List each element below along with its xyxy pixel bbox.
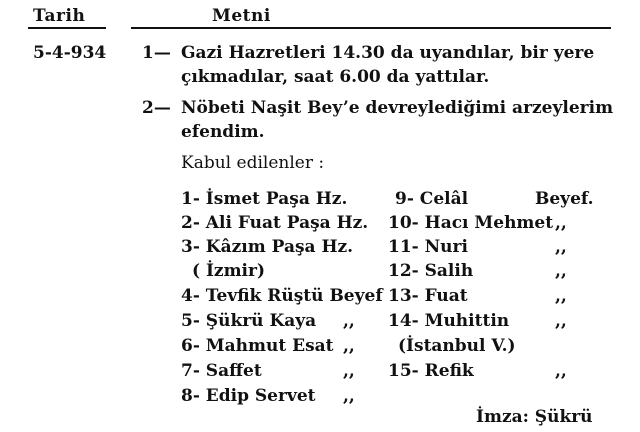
right-list-item: 10- Hacı Mehmet (388, 213, 554, 233)
item-2-number: 2— (142, 98, 171, 118)
ditto-mark: ,, (343, 311, 355, 331)
left-list-item: 4- Tevfik Rüştü Beyef (181, 286, 383, 306)
right-list-item: (İstanbul V.) (398, 336, 516, 356)
ditto-mark: ,, (555, 237, 567, 257)
right-list-item: 11- Nuri (388, 237, 468, 257)
left-list-item: 7- Saffet (181, 361, 262, 381)
entry-date: 5-4-934 (33, 43, 107, 63)
ditto-mark: ,, (555, 311, 567, 331)
item-1-line-1: Gazi Hazretleri 14.30 da uyandılar, bir yere (181, 43, 595, 63)
ditto-mark: ,, (555, 261, 567, 281)
item-2-line-2: efendim. (181, 122, 265, 142)
item-1-line-2: çıkmadılar, saat 6.00 da yattılar. (181, 67, 490, 87)
left-list-item: 2- Ali Fuat Paşa Hz. (181, 213, 369, 233)
column-header-text: Metni (212, 6, 271, 26)
right-list-item: 12- Salih (388, 261, 474, 281)
ditto-mark: ,, (343, 336, 355, 356)
right-list-item: 13- Fuat (388, 286, 468, 306)
ditto-mark: ,, (555, 213, 567, 233)
column-header-date: Tarih (33, 6, 86, 26)
left-list-item: 5- Şükrü Kaya (181, 311, 317, 331)
ditto-mark: ,, (555, 286, 567, 306)
right-list-item: 15- Refik (388, 361, 474, 381)
ditto-mark: ,, (343, 361, 355, 381)
right-list-item: 9- Celâl (395, 189, 469, 209)
left-list-item: 3- Kâzım Paşa Hz. (181, 237, 354, 257)
left-list-item: 6- Mahmut Esat (181, 336, 334, 356)
accepted-title: Kabul edilenler : (181, 153, 325, 173)
left-list-item: 1- İsmet Paşa Hz. (181, 189, 348, 209)
left-list-item: ( İzmir) (192, 261, 266, 281)
ditto-mark: ,, (343, 386, 355, 406)
item-2-line-1: Nöbeti Naşit Bey’e devreylediğimi arzeylerim (181, 98, 614, 118)
signature: İmza: Şükrü (476, 407, 593, 427)
header-rule-left (28, 27, 106, 29)
item-1-number: 1— (142, 43, 171, 63)
ditto-mark: ,, (555, 361, 567, 381)
header-rule-right (131, 27, 611, 29)
left-list-item: 8- Edip Servet (181, 386, 316, 406)
right-list-item: 14- Muhittin (388, 311, 510, 331)
right-list-item-title: Beyef. (535, 189, 594, 209)
